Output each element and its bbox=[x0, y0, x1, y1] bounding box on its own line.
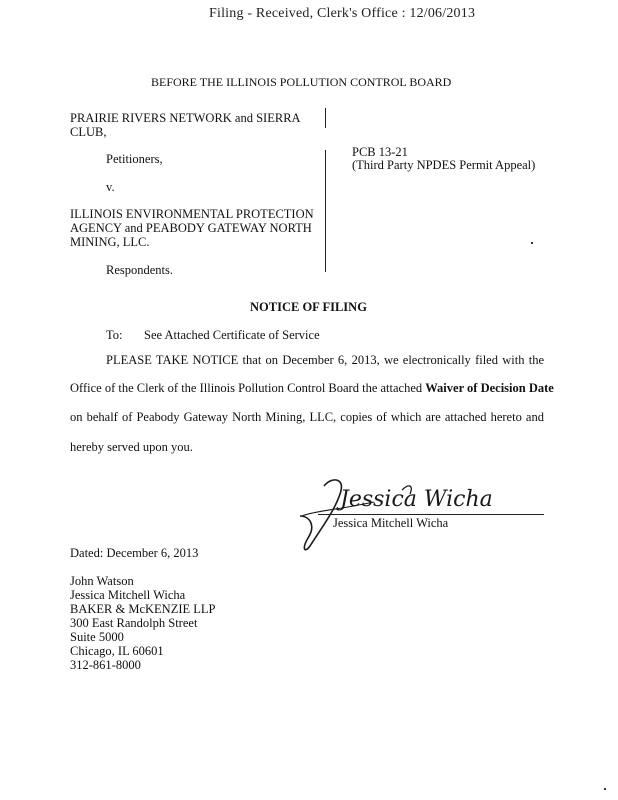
petitioners-line-1: PRAIRIE RIVERS NETWORK and SIERRA bbox=[70, 111, 301, 125]
notice-line-2-text: Office of the Clerk of the Illinois Pollution Control Board the attached bbox=[70, 381, 426, 395]
board-title: BEFORE THE ILLINOIS POLLUTION CONTROL BOARD bbox=[151, 75, 452, 89]
respondents-line-3: MINING, LLC. bbox=[70, 235, 150, 249]
signer-name: Jessica Mitchell Wicha bbox=[333, 516, 449, 530]
scan-speck bbox=[531, 242, 533, 244]
versus: v. bbox=[106, 180, 115, 194]
attorney-name-2: Jessica Mitchell Wicha bbox=[70, 588, 186, 602]
notice-paragraph-line-1: PLEASE TAKE NOTICE that on December 6, 2013, we electronically filed with the bbox=[106, 353, 544, 367]
notice-paragraph-line-4: hereby served upon you. bbox=[70, 440, 193, 454]
notice-paragraph-line-3: on behalf of Peabody Gateway North Mining, LLC, copies of which are attached hereto and bbox=[70, 410, 544, 424]
scan-speck bbox=[604, 788, 606, 790]
signature-line bbox=[318, 514, 544, 515]
notice-heading: NOTICE OF FILING bbox=[250, 300, 367, 314]
firm-suite: Suite 5000 bbox=[70, 630, 124, 644]
case-number: PCB 13-21 bbox=[352, 145, 408, 159]
law-firm: BAKER & McKENZIE LLP bbox=[70, 602, 216, 616]
caption-divider-top bbox=[325, 108, 326, 128]
firm-street: 300 East Randolph Street bbox=[70, 616, 198, 630]
firm-phone: 312-861-8000 bbox=[70, 658, 141, 672]
caption-divider bbox=[325, 150, 326, 272]
signature-script: Jessica Wicha bbox=[340, 487, 493, 512]
petitioners-line-2: CLUB, bbox=[70, 125, 107, 139]
dated-line: Dated: December 6, 2013 bbox=[70, 546, 199, 560]
filing-stamp: Filing - Received, Clerk's Office : 12/06/2013 bbox=[209, 6, 476, 21]
respondents-label: Respondents. bbox=[106, 263, 174, 277]
document-title: Waiver of Decision Date bbox=[425, 381, 554, 395]
case-type: (Third Party NPDES Permit Appeal) bbox=[352, 158, 536, 172]
to-value: See Attached Certificate of Service bbox=[144, 328, 320, 342]
attorney-name-1: John Watson bbox=[70, 574, 134, 588]
firm-city: Chicago, IL 60601 bbox=[70, 644, 164, 658]
respondents-line-2: AGENCY and PEABODY GATEWAY NORTH bbox=[70, 221, 312, 235]
respondents-line-1: ILLINOIS ENVIRONMENTAL PROTECTION bbox=[70, 207, 314, 221]
petitioners-label: Petitioners, bbox=[106, 152, 163, 166]
to-label: To: bbox=[106, 328, 123, 342]
notice-paragraph-line-2 bbox=[70, 381, 554, 396]
